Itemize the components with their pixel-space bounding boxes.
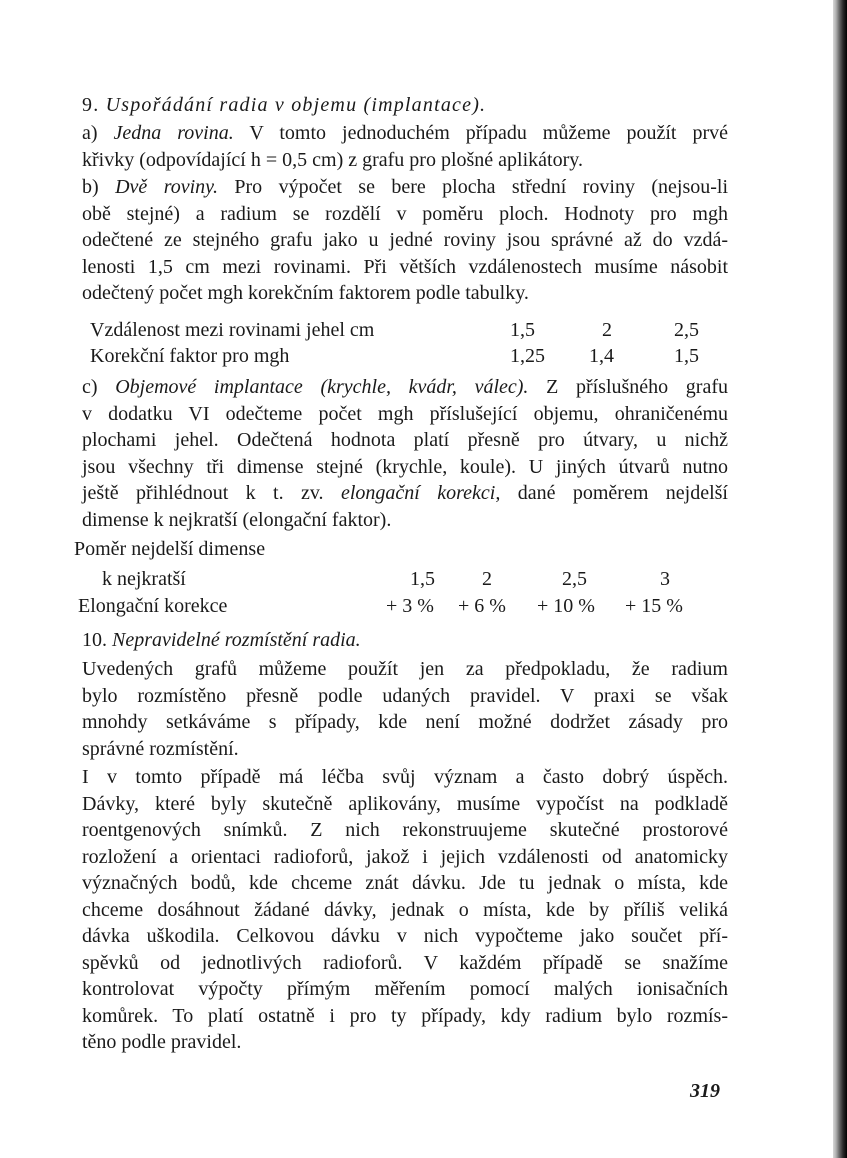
paragraph-b-line-2: obě stejné) a radium se rozdělí v poměru ploch. Hodnoty pro mgh bbox=[82, 202, 728, 225]
paragraph-a bbox=[82, 120, 728, 173]
paragraph-a-title: Jedna rovina. bbox=[113, 122, 234, 144]
section-10-title: Nepravidelné rozmístění radia. bbox=[112, 629, 361, 651]
paragraph-c-line-4: jsou všechny tři dimense stejné (krychle, koule). U jiných útvarů nutno bbox=[82, 455, 728, 478]
table-2-row-1-value-2: 2 bbox=[482, 568, 492, 590]
section-9-title: Uspořádání radia v objemu (implantace). bbox=[105, 94, 487, 116]
table-2-row-2-value-4: + 15 % bbox=[625, 595, 683, 617]
section-10-paragraph-1 bbox=[82, 656, 728, 762]
paragraph-a-text-1: V tomto jednoduchém případu můžeme použít prvé bbox=[249, 122, 728, 144]
paragraph-c-text-1: Z příslušného grafu bbox=[546, 376, 729, 398]
paragraph-c-line-1 bbox=[82, 374, 728, 401]
s10-p2-line-6: chceme dosáhnout žádané dávky, jednak o místa, kde by příliš veliká bbox=[82, 898, 728, 921]
paragraph-b-line-5: odečtený počet mgh korekčním faktorem podle tabulky. bbox=[82, 282, 529, 304]
paragraph-b-line-3: odečtené ze stejného grafu jako u jedné roviny jsou správné až do vzdá- bbox=[82, 229, 728, 251]
paragraph-b-title: Dvě roviny. bbox=[115, 176, 218, 198]
paragraph-b-line-4: lenosti 1,5 cm mezi rovinami. Při větších vzdálenostech musíme násobit bbox=[82, 255, 728, 278]
paragraph-c-italic-term: elongační korekci, bbox=[340, 482, 501, 504]
table-1-row-2-label: Korekční faktor pro mgh bbox=[90, 345, 290, 367]
table-2-row-2-value-3: + 10 % bbox=[537, 595, 595, 617]
table-2-row-1-value-3: 2,5 bbox=[562, 568, 587, 590]
s10-p1-line-4: správné rozmístění. bbox=[82, 737, 239, 760]
paragraph-a-line-2: křivky (odpovídající h = 0,5 cm) z grafu pro plošné aplikátory. bbox=[82, 148, 583, 171]
s10-p1-line-3: mnohdy setkáváme s případy, kde není možné dodržet zásady pro bbox=[82, 711, 728, 733]
paragraph-c-title: Objemové implantace (krychle, kvádr, válec). bbox=[115, 376, 529, 398]
s10-p2-line-11: těno podle pravidel. bbox=[82, 1031, 242, 1053]
table-1-row-1-value-1: 1,5 bbox=[510, 319, 535, 341]
table-1-row-2 bbox=[90, 343, 710, 369]
paragraph-b-text-1: Pro výpočet se bere plocha střední roviny (nejsou-li bbox=[234, 176, 729, 198]
paragraph-b bbox=[82, 174, 728, 307]
table-1-row-1-value-2: 2 bbox=[602, 319, 612, 341]
paragraph-a-label: a) bbox=[82, 122, 98, 144]
table-1-row-1-label: Vzdálenost mezi rovinami jehel cm bbox=[90, 319, 375, 341]
table-2-row-2-value-1: + 3 % bbox=[386, 595, 434, 617]
paragraph-c-line-6: dimense k nejkratší (elongační faktor). bbox=[82, 508, 392, 531]
paragraph-c-line-5 bbox=[82, 480, 728, 507]
paragraph-c-line-2: v dodatku VI odečteme počet mgh příslušející objemu, ohraničenému bbox=[82, 402, 728, 425]
s10-p2-line-9: kontrolovat výpočty přímým měřením pomocí malých ionisačních bbox=[82, 978, 728, 1000]
table-2-row-1-label: k nejkratší bbox=[102, 568, 186, 590]
section-10-number: 10. bbox=[82, 629, 107, 651]
table-2-row-1 bbox=[82, 566, 722, 592]
table-2-row-2-value-2: + 6 % bbox=[458, 595, 506, 617]
table-1-row-1 bbox=[90, 317, 710, 343]
page-number: 319 bbox=[690, 1080, 720, 1102]
s10-p2-line-3: roentgenových snímků. Z nich rekonstruujeme skutečné prostorové bbox=[82, 819, 728, 841]
table-1-row-2-value-2: 1,4 bbox=[589, 345, 614, 367]
s10-p2-line-4: rozložení a orientaci radioforů, jakož i jejich vzdálenosti od anatomicky bbox=[82, 845, 728, 868]
table-2-row-1-value-1: 1,5 bbox=[410, 568, 435, 590]
scan-edge bbox=[833, 0, 847, 1158]
paragraph-c-line-7 bbox=[74, 536, 265, 562]
paragraph-c bbox=[82, 374, 728, 533]
s10-p2-line-7: dávka uškodila. Celkovou dávku v nich vypočteme jako součet pří- bbox=[82, 925, 728, 947]
table-2-row-2 bbox=[78, 593, 722, 619]
section-9-heading bbox=[82, 92, 486, 118]
table-1-row-2-value-1: 1,25 bbox=[510, 345, 545, 367]
section-9-number: 9. bbox=[82, 94, 100, 116]
section-10-paragraph-2 bbox=[82, 764, 728, 1056]
table-2-row-1-value-4: 3 bbox=[660, 568, 670, 590]
table-1-row-1-value-3: 2,5 bbox=[674, 319, 699, 341]
s10-p2-line-5: význačných bodů, kde chceme znát dávku. Jde tu jednak o místa, kde bbox=[82, 872, 728, 894]
paragraph-c-line-7-text: Poměr nejdelší dimense bbox=[74, 538, 266, 560]
table-1-row-2-value-3: 1,5 bbox=[674, 345, 699, 367]
s10-p2-line-1: I v tomto případě má léčba svůj význam a často dobrý úspěch. bbox=[82, 766, 728, 788]
section-10-heading bbox=[82, 627, 361, 653]
s10-p1-line-2: bylo rozmístěno přesně podle udaných pravidel. V praxi se však bbox=[82, 684, 728, 707]
paragraph-b-label: b) bbox=[82, 176, 99, 198]
paragraph-c-line-3: plochami jehel. Odečtená hodnota platí přesně pro útvary, u nichž bbox=[82, 429, 728, 451]
paragraph-c-label: c) bbox=[82, 376, 98, 398]
paragraph-a-line-1 bbox=[82, 120, 728, 147]
table-2-row-2-label: Elongační korekce bbox=[78, 595, 228, 617]
paragraph-c-text-5b: dané poměrem nejdelší bbox=[517, 482, 728, 504]
s10-p2-line-8: spěvků od jednotlivých radioforů. V každém případě se snažíme bbox=[82, 951, 728, 974]
paragraph-c-text-5a: ještě přihlédnout k t. zv. bbox=[82, 482, 324, 504]
s10-p2-line-2: Dávky, které byly skutečně aplikovány, musíme vypočíst na podkladě bbox=[82, 792, 728, 815]
paragraph-b-line-1 bbox=[82, 174, 728, 201]
s10-p1-line-1: Uvedených grafů můžeme použít jen za předpokladu, že radium bbox=[82, 658, 728, 680]
s10-p2-line-10: komůrek. To platí ostatně i pro ty případy, kdy radium bylo rozmís- bbox=[82, 1004, 728, 1027]
